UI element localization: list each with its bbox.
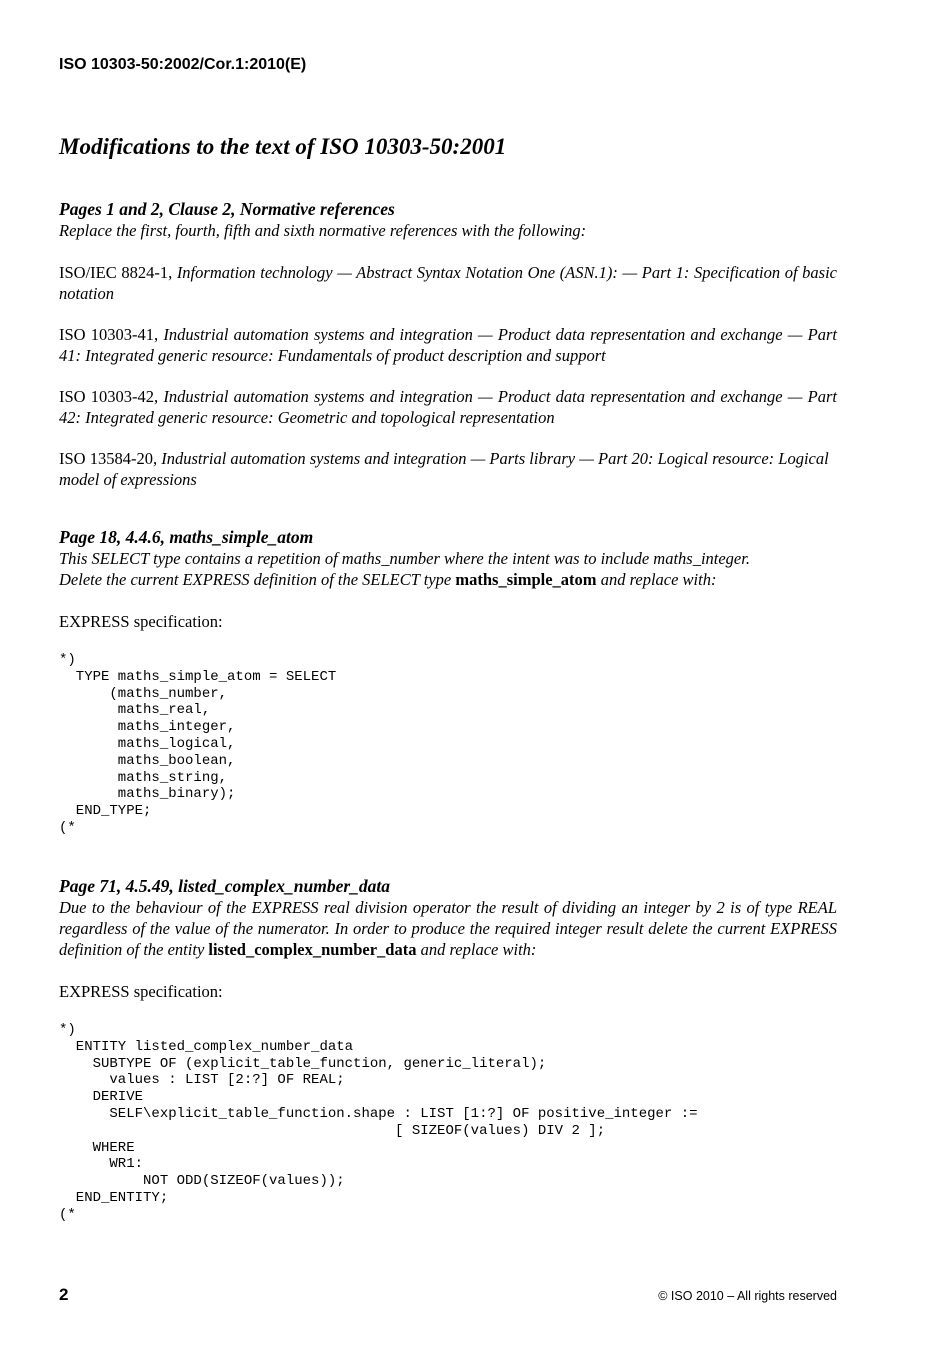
copyright-notice: © ISO 2010 – All rights reserved [658,1289,837,1303]
section-heading: Pages 1 and 2, Clause 2, Normative references [59,199,395,219]
section-heading: Page 18, 4.4.6, maths_simple_atom [59,527,314,547]
reference-item [59,262,837,304]
body-text: Due to the behaviour of the EXPRESS real division operator the result of dividing an integer by 2 is of type REAL regardless of the value of the numerator. In order to produce the required integer result delete the current EXPRESS definition of the entity [59,898,837,959]
section-heading: Page 71, 4.5.49, listed_complex_number_data [59,876,391,896]
instruction-text: and replace with: [596,570,717,589]
page-number: 2 [59,1285,69,1304]
section-intro: Replace the first, fourth, fifth and sixth normative references with the following: [59,221,587,240]
express-spec-label: EXPRESS specification: [59,982,223,1001]
reference-title: Information technology — Abstract Syntax Notation One (ASN.1): — Part 1: Specification of basic notation [59,263,837,303]
express-code-block: *) TYPE maths_simple_atom = SELECT (maths_number, maths_real, maths_integer, maths_logical, maths_boolean, maths_string, maths_binary); END_TYPE; (* [59,652,337,836]
section-instruction [59,569,837,590]
express-code-block: *) ENTITY listed_complex_number_data SUBTYPE OF (explicit_table_function, generic_literal); values : LIST [2:?] OF REAL; DERIVE SELF\explicit_table_function.shape : LIST [1:?] OF positive_integer := [ SIZEOF(values) DIV 2 ]; WHERE WR1: NOT ODD(SIZEOF(values)); END_ENTITY; (* [59,1022,698,1223]
entity-name: listed_complex_number_data [208,940,417,959]
reference-item [59,448,837,490]
express-spec-label: EXPRESS specification: [59,612,223,631]
page-title: Modifications to the text of ISO 10303-50:2001 [59,134,507,159]
section-body [59,897,837,960]
reference-title: Industrial automation systems and integration — Parts library — Part 20: Logical resource: Logical model of expressions [59,449,829,489]
reference-item [59,324,837,366]
body-text: and replace with: [416,940,537,959]
reference-title: Industrial automation systems and integration — Product data representation and exchange — Part 41: Integrated generic resource: Fundamentals of product description and support [59,325,837,365]
instruction-text: Delete the current EXPRESS definition of the SELECT type [59,570,456,589]
entity-name: maths_simple_atom [455,570,597,589]
maths-simple-atom-section [59,527,837,590]
reference-code: ISO 13584-20, [59,449,158,468]
reference-code: ISO 10303-41, [59,325,159,344]
section-note: This SELECT type contains a repetition of maths_number where the intent was to include maths_integer. [59,549,750,568]
reference-item [59,386,837,428]
reference-title: Industrial automation systems and integration — Product data representation and exchange — Part 42: Integrated generic resource: Geometric and topological representation [59,387,837,427]
document-identifier: ISO 10303-50:2002/Cor.1:2010(E) [59,56,307,73]
reference-code: ISO/IEC 8824-1, [59,263,173,282]
reference-code: ISO 10303-42, [59,387,159,406]
listed-complex-number-data-section [59,876,837,960]
normative-references-section [59,199,837,241]
